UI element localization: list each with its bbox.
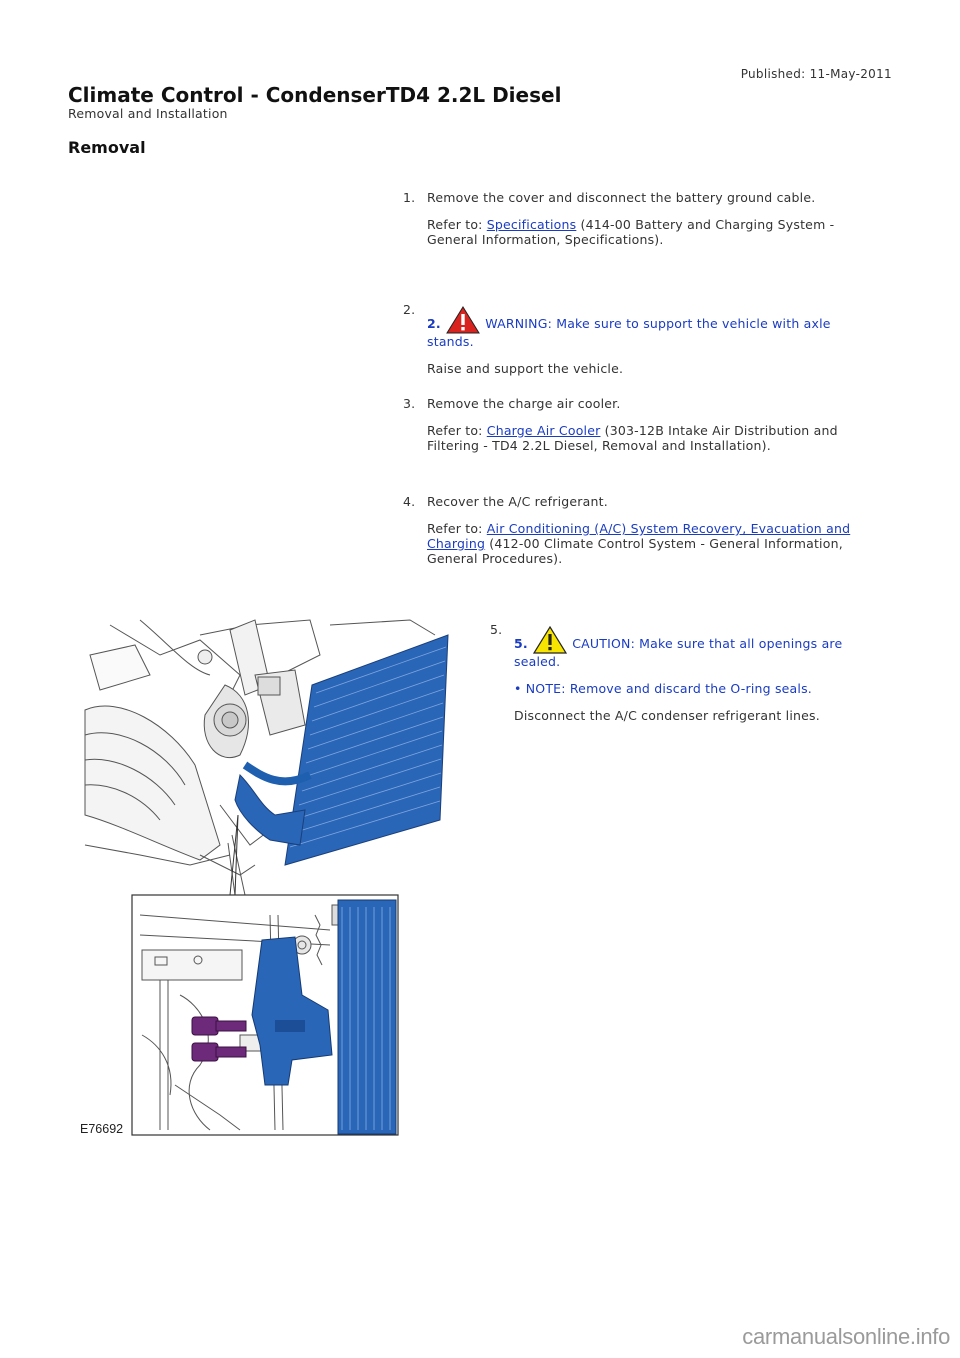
refer-line: Refer to: Charge Air Cooler (303-12B Intake Air Distribution and Filtering - TD4 2.2L Diesel, Removal and Installation). [427,423,838,453]
warning-triangle-red-icon [446,306,480,334]
specifications-link[interactable]: Specifications [486,217,577,232]
page-subtitle: Removal and Installation [68,106,228,121]
caution-text: CAUTION: Make sure that all openings are sealed. [514,636,843,669]
step-text: Remove the charge air cooler. [427,396,621,411]
step-5 [490,622,864,723]
step-number: 1. [403,190,416,205]
step-number: 3. [403,396,416,411]
ac-recovery-link[interactable]: Air Conditioning (A/C) System Recovery, Evacuation and Charging [427,521,851,551]
refer-line: Refer to: Specifications (414-00 Battery and Charging System - General Information, Specifications). [427,217,835,247]
charge-air-cooler-link[interactable]: Charge Air Cooler [486,423,601,438]
step-4 [403,494,867,566]
step-2 [403,302,867,376]
page-title: Climate Control - CondenserTD4 2.2L Diesel [68,83,562,107]
step-3 [403,396,867,453]
step-text: Disconnect the A/C condenser refrigerant lines. [514,708,820,723]
refer-line: Refer to: Air Conditioning (A/C) System Recovery, Evacuation and Charging (412-00 Climate Control System - General Information, General Procedures). [427,521,851,566]
condenser-illustration [80,615,460,1140]
caution-line: 5. CAUTION: Make sure that all openings are sealed. [514,622,864,669]
warning-text: WARNING: Make sure to support the vehicle with axle stands. [427,316,831,349]
step-text: Raise and support the vehicle. [427,361,624,376]
step-text: Recover the A/C refrigerant. [427,494,608,509]
published-date: Published: 11-May-2011 [740,67,892,81]
step-number: 2. [403,302,416,317]
section-heading: Removal [68,138,146,157]
caution-triangle-yellow-icon [533,626,567,654]
note-text: • NOTE: Remove and discard the O-ring seals. [514,681,812,696]
step-number: 5. [490,622,503,637]
step-1 [403,190,867,247]
watermark: carmanualsonline.info [742,1324,950,1349]
warning-line: 2. WARNING: Make sure to support the vehicle with axle stands. [427,302,867,349]
figure-label: E76692 [80,1122,124,1136]
step-text: Remove the cover and disconnect the battery ground cable. [427,190,816,205]
step-number: 4. [403,494,416,509]
